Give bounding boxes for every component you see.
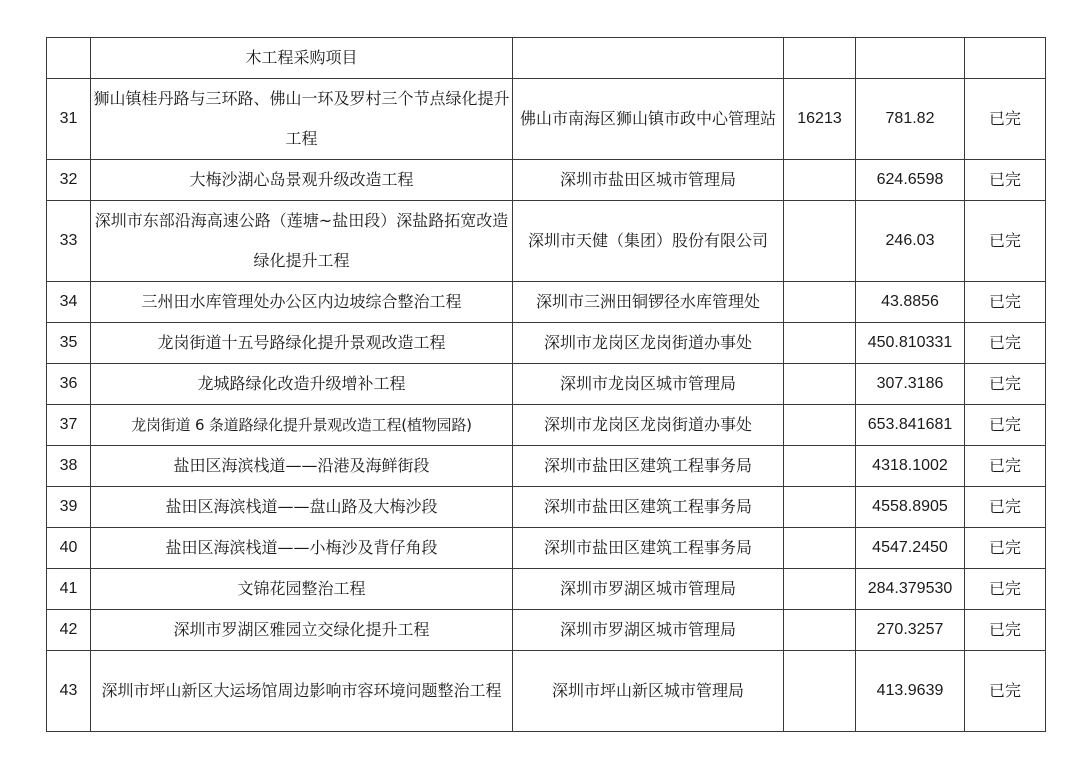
amount-value: 413.9639	[856, 651, 965, 732]
project-name: 龙岗街道十五号路绿化提升景观改造工程	[91, 323, 513, 364]
area-value	[784, 446, 856, 487]
area-value	[784, 487, 856, 528]
row-number: 43	[47, 651, 91, 732]
row-number: 31	[47, 79, 91, 160]
project-name: 深圳市罗湖区雅园立交绿化提升工程	[91, 610, 513, 651]
owner-unit: 深圳市盐田区建筑工程事务局	[513, 487, 784, 528]
project-name: 盐田区海滨栈道——小梅沙及背仔角段	[91, 528, 513, 569]
project-name: 深圳市坪山新区大运场馆周边影响市容环境问题整治工程	[91, 651, 513, 732]
table-row	[47, 446, 1046, 487]
status-value: 已完	[965, 569, 1046, 610]
project-table	[46, 37, 1046, 732]
amount-value: 307.3186	[856, 364, 965, 405]
project-name: 深圳市东部沿海高速公路（莲塘~盐田段）深盐路拓宽改造绿化提升工程	[91, 201, 513, 282]
amount-value: 653.841681	[856, 405, 965, 446]
row-number: 38	[47, 446, 91, 487]
project-name: 盐田区海滨栈道——沿港及海鲜街段	[91, 446, 513, 487]
owner-unit: 深圳市罗湖区城市管理局	[513, 569, 784, 610]
amount-value: 624.6598	[856, 160, 965, 201]
area-value	[784, 160, 856, 201]
row-number: 39	[47, 487, 91, 528]
project-name: 盐田区海滨栈道——盘山路及大梅沙段	[91, 487, 513, 528]
owner-unit: 深圳市盐田区建筑工程事务局	[513, 528, 784, 569]
area-value	[784, 282, 856, 323]
area-value	[784, 323, 856, 364]
area-value	[784, 405, 856, 446]
table-row	[47, 610, 1046, 651]
owner-unit: 深圳市盐田区城市管理局	[513, 160, 784, 201]
owner-unit: 深圳市坪山新区城市管理局	[513, 651, 784, 732]
project-name: 龙岗街道 6 条道路绿化提升景观改造工程(植物园路)	[91, 405, 513, 446]
project-name: 文锦花园整治工程	[91, 569, 513, 610]
row-number: 33	[47, 201, 91, 282]
table-row	[47, 405, 1046, 446]
area-value	[784, 651, 856, 732]
owner-unit: 深圳市天健（集团）股份有限公司	[513, 201, 784, 282]
status-value: 已完	[965, 528, 1046, 569]
owner-unit: 深圳市盐田区建筑工程事务局	[513, 446, 784, 487]
row-number: 34	[47, 282, 91, 323]
amount-value: 781.82	[856, 79, 965, 160]
status-value: 已完	[965, 364, 1046, 405]
row-number: 40	[47, 528, 91, 569]
status-value: 已完	[965, 79, 1046, 160]
row-number: 37	[47, 405, 91, 446]
row-number: 36	[47, 364, 91, 405]
owner-unit: 深圳市罗湖区城市管理局	[513, 610, 784, 651]
project-name: 龙城路绿化改造升级增补工程	[91, 364, 513, 405]
table-row	[47, 38, 1046, 79]
table-row	[47, 160, 1046, 201]
status-value: 已完	[965, 405, 1046, 446]
area-value	[784, 364, 856, 405]
row-number: 35	[47, 323, 91, 364]
table-row	[47, 364, 1046, 405]
status-value: 已完	[965, 487, 1046, 528]
status-value: 已完	[965, 282, 1046, 323]
project-name: 狮山镇桂丹路与三环路、佛山一环及罗村三个节点绿化提升工程	[91, 79, 513, 160]
area-value	[784, 201, 856, 282]
table-row	[47, 487, 1046, 528]
table-row	[47, 79, 1046, 160]
row-number	[47, 38, 91, 79]
owner-unit: 深圳市龙岗区龙岗街道办事处	[513, 405, 784, 446]
status-value	[965, 38, 1046, 79]
amount-value: 4558.8905	[856, 487, 965, 528]
area-value	[784, 38, 856, 79]
row-number: 32	[47, 160, 91, 201]
project-name: 木工程采购项目	[91, 38, 513, 79]
table-row	[47, 651, 1046, 732]
status-value: 已完	[965, 323, 1046, 364]
area-value: 16213	[784, 79, 856, 160]
area-value	[784, 528, 856, 569]
row-number: 41	[47, 569, 91, 610]
owner-unit: 佛山市南海区狮山镇市政中心管理站	[513, 79, 784, 160]
status-value: 已完	[965, 651, 1046, 732]
table-row	[47, 201, 1046, 282]
amount-value: 450.810331	[856, 323, 965, 364]
project-name: 三州田水库管理处办公区内边坡综合整治工程	[91, 282, 513, 323]
status-value: 已完	[965, 610, 1046, 651]
owner-unit: 深圳市三洲田铜锣径水库管理处	[513, 282, 784, 323]
amount-value: 4547.2450	[856, 528, 965, 569]
row-number: 42	[47, 610, 91, 651]
table-row	[47, 569, 1046, 610]
project-name: 大梅沙湖心岛景观升级改造工程	[91, 160, 513, 201]
amount-value: 270.3257	[856, 610, 965, 651]
amount-value: 43.8856	[856, 282, 965, 323]
table-row	[47, 323, 1046, 364]
area-value	[784, 610, 856, 651]
table-row	[47, 282, 1046, 323]
status-value: 已完	[965, 201, 1046, 282]
status-value: 已完	[965, 446, 1046, 487]
amount-value: 246.03	[856, 201, 965, 282]
amount-value: 4318.1002	[856, 446, 965, 487]
owner-unit: 深圳市龙岗区龙岗街道办事处	[513, 323, 784, 364]
status-value: 已完	[965, 160, 1046, 201]
amount-value: 284.379530	[856, 569, 965, 610]
amount-value	[856, 38, 965, 79]
owner-unit: 深圳市龙岗区城市管理局	[513, 364, 784, 405]
table-row	[47, 528, 1046, 569]
area-value	[784, 569, 856, 610]
owner-unit	[513, 38, 784, 79]
